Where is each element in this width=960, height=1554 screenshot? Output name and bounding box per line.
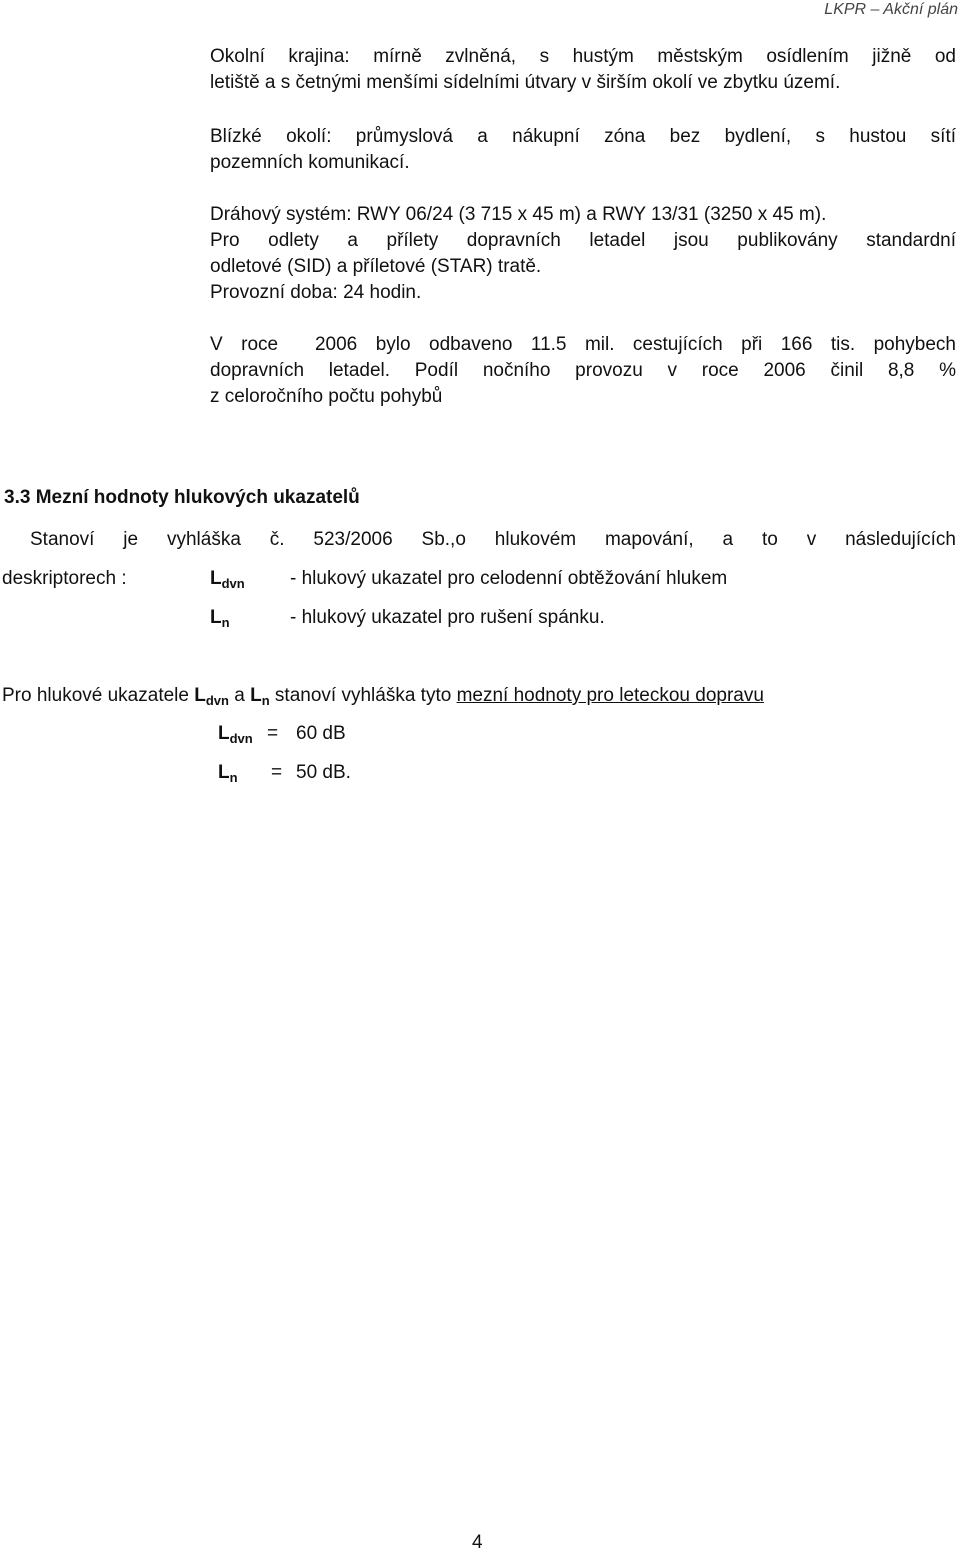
surroundings-line-2: pozemních komunikací.: [210, 152, 410, 173]
descriptor-description-ldvn: - hlukový ukazatel pro celodenní obtěžování hlukem: [290, 568, 728, 589]
document-header: LKPR – Akční plán: [824, 1, 958, 18]
runway-paragraph: [210, 202, 956, 306]
traffic-line-3: z celoročního počtu pohybů: [210, 386, 443, 407]
surroundings-line-1: Blízké okolí: průmyslová a nákupní zóna bez bydlení, s hustou sítí: [210, 126, 956, 147]
limit-symbol-ln: $L_n$: [218, 762, 238, 785]
landscape-line-1: Okolní krajina: mírně zvlněná, s hustým městským osídlením jižně od: [210, 46, 956, 67]
landscape-paragraph: [210, 44, 956, 96]
traffic-line-1: V roce 2006 bylo odbaveno 11.5 mil. cestujících při 166 tis. pohybech: [210, 334, 956, 355]
runway-line-3: odletové (SID) a příletové (STAR) tratě.: [210, 256, 542, 277]
limits-underlined-text: mezní hodnoty pro leteckou dopravu: [456, 685, 764, 706]
surroundings-paragraph: [210, 124, 956, 176]
section-heading: 3.3 Mezní hodnoty hlukových ukazatelů: [4, 487, 360, 508]
descriptor-symbol-ldvn: $L_{dvn}$: [210, 568, 245, 591]
runway-line-4: Provozní doba: 24 hodin.: [210, 282, 422, 303]
limit-equals-ln: =: [271, 762, 283, 783]
limit-equals-ldvn: =: [267, 723, 279, 744]
descriptor-description-ln: - hlukový ukazatel pro rušení spánku.: [290, 607, 605, 628]
landscape-line-2: letiště a s četnými menšími sídelními útvary v širším okolí ve zbytku území.: [210, 72, 841, 93]
page-number: 4: [472, 1532, 483, 1553]
traffic-line-2: dopravních letadel. Podíl nočního provozu v roce 2006 činil 8,8 %: [210, 360, 956, 381]
descriptors-prefix: deskriptorech :: [2, 568, 127, 589]
runway-line-1: Dráhový systém: RWY 06/24 (3 715 x 45 m) a RWY 13/31 (3250 x 45 m).: [210, 204, 827, 225]
traffic-paragraph: [210, 332, 956, 410]
runway-line-2: Pro odlety a přílety dopravních letadel jsou publikovány standardní: [210, 230, 956, 251]
section-intro-line: Stanoví je vyhláška č. 523/2006 Sb.,o hlukovém mapování, a to v následujících: [30, 529, 956, 550]
limits-sentence: Pro hlukové ukazatele $L_{dvn}$ a $L_n$ stanoví vyhláška tyto mezní hodnoty pro leteckou dopravu: [2, 685, 764, 708]
limit-value-ldvn: 60 dB: [296, 723, 346, 744]
descriptor-symbol-ln: $L_n$: [210, 607, 230, 630]
limit-symbol-ldvn: $L_{dvn}$: [218, 723, 253, 746]
limit-value-ln: 50 dB.: [296, 762, 351, 783]
